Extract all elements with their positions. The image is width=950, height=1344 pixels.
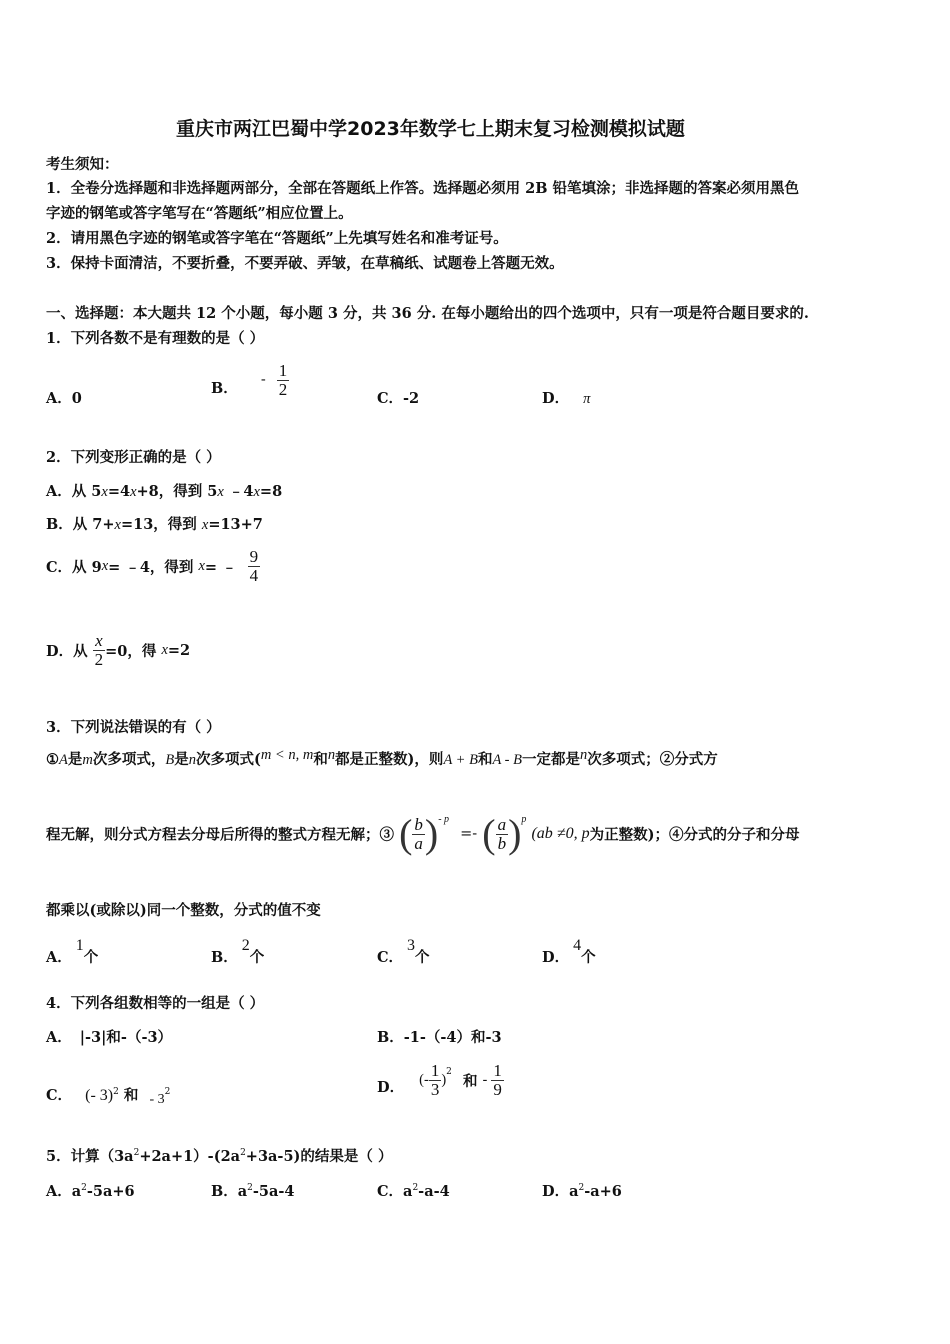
q2-a-text3: +8，得到 5 [136, 483, 218, 500]
q3-b-unit: 个 [249, 949, 265, 966]
q5-stem [46, 1145, 392, 1166]
q2-b-text3: =13+7 [208, 516, 263, 533]
q5-b-t2: -5a-4 [252, 1183, 295, 1200]
q3-c-value: 3 [407, 937, 416, 954]
q3-l2-frac1 [412, 816, 425, 853]
q5-a-t2: -5a+6 [86, 1183, 135, 1200]
q2-c-denominator: 4 [249, 565, 259, 585]
q3-l2-f2-num: a [497, 814, 507, 834]
q4-a-label: A． [46, 1029, 72, 1046]
q1-b-numerator: 1 [278, 361, 288, 380]
q1-option-d [542, 387, 590, 408]
q3-line-2 [46, 811, 800, 856]
q2-b-var2: x [201, 517, 209, 533]
q5-a-exp: 2 [81, 1183, 87, 1194]
q2-c-var1: x [101, 557, 109, 574]
q4-d-f2-den: 9 [493, 1079, 502, 1099]
notice-line-1b: 字迹的钢笔或答字笔写在“答题纸”相应位置上。 [46, 205, 353, 222]
q3-l1-t7: 都是正整数)，则 [335, 751, 444, 768]
q3-line-1 [46, 748, 718, 769]
q3-l2-rparen1: ) [424, 811, 439, 856]
q3-a-value: 1 [75, 937, 84, 954]
q2-d-text1: D．从 [46, 642, 88, 660]
q3-l1-n2: n [327, 747, 336, 763]
q5-stem-e1: 2 [133, 1148, 140, 1159]
q3-l2-lparen2: ( [482, 811, 496, 856]
q3-option-b [211, 934, 265, 966]
notice-heading: 考生须知： [46, 156, 119, 173]
q4-d-and: 和 [462, 1072, 478, 1090]
q5-d-exp: 2 [578, 1183, 585, 1194]
q3-line-3: 都乘以(或除以)同一个整数，分式的值不变 [46, 902, 321, 919]
q3-l1-t5: 次多项式( [195, 751, 261, 768]
q3-c-label: C． [377, 949, 404, 966]
q2-option-a [46, 480, 282, 501]
q2-option-d [46, 632, 190, 669]
q3-l2-t1: 程无解，则分式方程去分母后所得的整式方程无解；③ [46, 826, 394, 844]
q1-option-c: C．-2 [377, 390, 420, 407]
q4-c-exp1: 2 [113, 1087, 119, 1098]
q4-c-and: 和 [123, 1087, 139, 1104]
q3-l1-t3: 次多项式， [92, 751, 166, 768]
q3-l2-f1-den: a [414, 833, 423, 853]
q5-a-t1: A．a [46, 1183, 82, 1200]
q4-a-value: |-3|和-（-3） [79, 1029, 173, 1046]
q3-l1-n3: n [579, 747, 588, 763]
q2-a-text5: =8 [259, 483, 283, 500]
q2-b-var1: x [114, 517, 121, 533]
q4-c-label: C． [46, 1087, 73, 1104]
q4-option-c [46, 1084, 170, 1105]
q4-d-close: ) [441, 1071, 447, 1088]
page-title: 重庆市两江巴蜀中学2023年数学七上期末复习检测模拟试题 [176, 118, 685, 140]
q2-stem: 2．下列变形正确的是（ ） [46, 449, 221, 466]
q5-b-t1: B．a [211, 1183, 248, 1200]
q2-a-var4: x [253, 484, 260, 500]
q3-b-value: 2 [241, 937, 250, 954]
q4-c-exp2: 2 [164, 1087, 171, 1098]
q5-option-a [46, 1180, 135, 1201]
q3-l2-exp1: - p [438, 814, 450, 825]
q4-option-b: B．-1-（-4）和-3 [377, 1029, 502, 1046]
q4-d-f1-num: 1 [430, 1061, 440, 1080]
q2-a-text4: ﹣4 [223, 483, 254, 500]
q4-d-neg: - [482, 1072, 488, 1089]
q5-option-c [377, 1180, 450, 1201]
q2-c-fraction [248, 548, 261, 585]
q1-b-sign: - [260, 372, 266, 389]
q3-l2-eq: =- [460, 826, 478, 842]
q2-a-var3: x [217, 484, 224, 500]
q3-l2-cond: (ab ≠0, p [531, 825, 590, 842]
q4-d-frac1 [429, 1062, 442, 1099]
q3-option-c [377, 934, 430, 966]
q2-b-text1: B．从 7+ [46, 516, 115, 533]
q5-b-exp: 2 [247, 1183, 253, 1194]
q3-d-value: 4 [573, 937, 582, 954]
q2-option-b [46, 513, 263, 534]
q2-c-text3: = ﹣ [204, 558, 237, 576]
q1-b-label: B． [211, 379, 238, 397]
section-heading: 一、选择题：本大题共 12 个小题，每小题 3 分，共 36 分. 在每小题给出的四个选项中，只有一项是符合题目要求的. [46, 305, 809, 322]
q2-c-text1: C．从 9 [46, 558, 102, 576]
q3-l1-t10: 次多项式；②分式方 [587, 751, 718, 768]
q4-c-right: - 3 [149, 1092, 165, 1107]
notice-line-2: 2．请用黑色字迹的钢笔或答字笔在“答题纸”上先填写姓名和准考证号。 [46, 230, 508, 247]
q5-stem-e2: 2 [240, 1148, 246, 1159]
q4-option-d [377, 1062, 504, 1099]
q3-l1-t1: ① [46, 751, 59, 768]
q3-l1-apb: A + B [443, 752, 478, 768]
q4-c-left: (- 3) [85, 1087, 114, 1104]
q2-a-text1: A．从 5 [46, 483, 102, 500]
q2-a-var2: x [130, 484, 137, 500]
q3-l1-t6: 和 [313, 751, 328, 768]
q3-l2-t2: 为正整数)；④分式的分子和分母 [589, 826, 800, 844]
q2-d-denominator: 2 [94, 649, 104, 669]
notice-line-1a: 1．全卷分选择题和非选择题两部分，全部在答题纸上作答。选择题必须用 2B 铅笔填涂；非选择题的答案必须用黑色 [46, 180, 800, 197]
q3-d-label: D． [542, 949, 570, 966]
q3-l2-frac2 [496, 816, 509, 853]
q5-stem-t3: +3a-5)的结果是（ ） [245, 1148, 393, 1165]
q4-d-frac2 [491, 1062, 504, 1099]
q5-stem-t1: 5．计算（3a [46, 1148, 134, 1165]
q5-d-t1: D．a [542, 1183, 579, 1200]
q5-stem-t2: +2a+1）-(2a [139, 1148, 241, 1165]
q1-stem: 1．下列各数不是有理数的是（ ） [46, 330, 265, 347]
q2-a-var1: x [101, 484, 108, 500]
q3-l1-t9: 一定都是 [521, 751, 580, 768]
q2-c-numerator: 9 [249, 547, 259, 566]
q3-l1-n: n [188, 752, 196, 768]
q2-d-var: x [161, 641, 168, 658]
q2-d-text2: =0，得 [105, 642, 162, 660]
q3-c-unit: 个 [415, 949, 430, 966]
q4-stem: 4．下列各组数相等的一组是（ ） [46, 995, 265, 1012]
q5-option-b [211, 1180, 295, 1201]
q1-option-b [211, 362, 289, 399]
q1-d-value: π [583, 391, 591, 407]
q3-l1-m: m [82, 752, 93, 768]
q5-c-t2: -a-4 [418, 1183, 450, 1200]
q3-l1-t4: 是 [174, 751, 189, 768]
q2-d-fraction [93, 632, 106, 669]
q3-l2-exp2: p [521, 814, 527, 825]
q4-d-exp: 2 [446, 1067, 452, 1078]
q5-option-d [542, 1180, 622, 1201]
q2-option-c [46, 548, 260, 585]
q3-l2-rparen2: ) [508, 811, 522, 856]
q1-option-a: A．0 [46, 390, 82, 407]
q3-b-label: B． [211, 949, 238, 966]
q3-l2-f1-num: b [414, 814, 423, 834]
q2-d-text3: =2 [167, 641, 191, 659]
q3-l1-amb: A - B [492, 752, 522, 768]
q3-l1-B: B [165, 752, 175, 768]
q3-a-unit: 个 [83, 949, 99, 966]
q3-l1-A: A [59, 752, 68, 768]
q2-d-numerator: x [95, 631, 103, 650]
notice-line-3: 3．保持卡面清洁，不要折叠，不要弄破、弄皱，在草稿纸、试题卷上答题无效。 [46, 255, 564, 272]
q3-l2-lparen1: ( [399, 811, 413, 856]
q4-d-f1-den: 3 [430, 1079, 440, 1099]
q3-l1-cond: m < n, m [260, 747, 314, 763]
q1-b-fraction [277, 362, 290, 399]
q3-l1-t8: 和 [477, 751, 493, 768]
q3-option-d [542, 934, 596, 966]
q2-b-text2: =13，得到 [120, 516, 202, 533]
q3-a-label: A． [46, 949, 72, 966]
q3-d-unit: 个 [581, 949, 596, 966]
q1-d-label: D． [542, 390, 570, 407]
q5-d-t2: -a+6 [584, 1183, 622, 1200]
q3-option-a [46, 934, 99, 966]
q4-d-f2-num: 1 [493, 1061, 502, 1080]
q3-l1-t2: 是 [67, 751, 83, 768]
q3-l2-f2-den: b [497, 833, 507, 853]
q3-stem: 3．下列说法错误的有（ ） [46, 719, 221, 736]
q4-d-open: (- [419, 1071, 429, 1088]
q2-c-text2: = ﹣4，得到 [108, 558, 199, 576]
q4-option-a [46, 1026, 172, 1047]
q5-c-exp: 2 [412, 1183, 419, 1194]
q4-d-label: D． [377, 1078, 405, 1096]
q2-a-text2: =4 [107, 483, 131, 500]
q2-c-var2: x [198, 557, 205, 574]
q1-b-denominator: 2 [278, 379, 288, 399]
q5-c-t1: C．a [377, 1183, 413, 1200]
